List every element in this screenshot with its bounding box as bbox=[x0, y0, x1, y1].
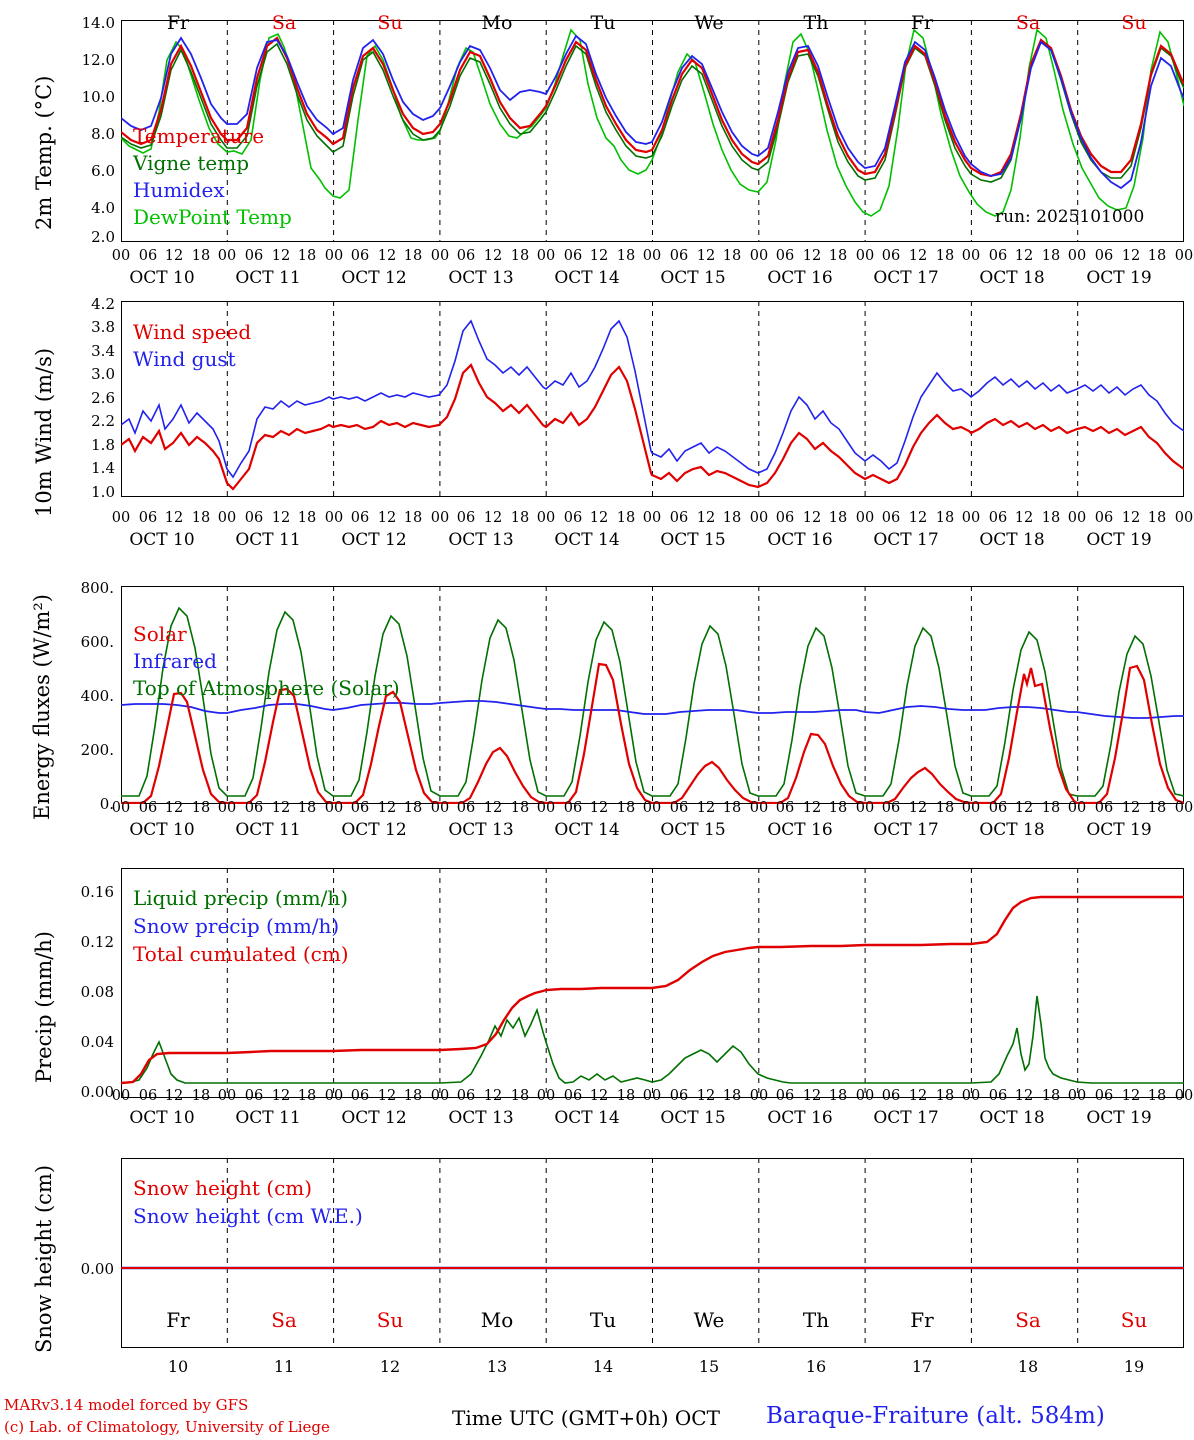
snow-day-label-6: Th bbox=[802, 1308, 830, 1332]
xtick-12: 12 bbox=[908, 800, 928, 816]
xtick-06: 06 bbox=[669, 1088, 689, 1104]
xtick-12: 12 bbox=[271, 248, 291, 264]
xtick-18: 18 bbox=[722, 800, 742, 816]
snow-day-label-8: Sa bbox=[1015, 1308, 1041, 1332]
snow-day-label-2: Su bbox=[376, 1308, 404, 1332]
xaxis-title: Time UTC (GMT+0h) OCT bbox=[452, 1406, 720, 1430]
day-label-1: Sa bbox=[271, 12, 297, 34]
xtick-12: 12 bbox=[1014, 1088, 1034, 1104]
xtick-12: 12 bbox=[271, 800, 291, 816]
xtick-06: 06 bbox=[456, 510, 476, 526]
xtick-06: 06 bbox=[881, 248, 901, 264]
day-label-8: Sa bbox=[1015, 12, 1041, 34]
xtick-06: 06 bbox=[881, 1088, 901, 1104]
xtick-12: 12 bbox=[589, 510, 609, 526]
xdate-oct-17: OCT 17 bbox=[873, 530, 939, 550]
ytick-wind-1.4: 1.4 bbox=[91, 459, 115, 477]
ytick-temp-6: 6.0 bbox=[91, 162, 115, 180]
xtick-12: 12 bbox=[377, 248, 397, 264]
xtick-00: 00 bbox=[111, 800, 131, 816]
xtick-06: 06 bbox=[244, 248, 264, 264]
xdate-oct-10: OCT 10 bbox=[129, 1108, 195, 1128]
xtick-06: 06 bbox=[775, 510, 795, 526]
xtick-12: 12 bbox=[1014, 248, 1034, 264]
legend-wind-speed: Wind speed bbox=[133, 320, 252, 344]
xtick-18: 18 bbox=[616, 800, 636, 816]
xtick-00: 00 bbox=[430, 248, 450, 264]
ytick-wind-4.2: 4.2 bbox=[91, 295, 115, 313]
xtick-12: 12 bbox=[377, 510, 397, 526]
legend-snow-precip: Snow precip (mm/h) bbox=[133, 914, 340, 938]
ytick-temp-10: 10.0 bbox=[81, 88, 115, 106]
xdate-oct-19: OCT 19 bbox=[1086, 820, 1152, 840]
xtick-06: 06 bbox=[775, 1088, 795, 1104]
xtick-18: 18 bbox=[1147, 800, 1167, 816]
xtick-18: 18 bbox=[616, 248, 636, 264]
xtick-12: 12 bbox=[1121, 510, 1141, 526]
axis-label-snow-height: Snow height (cm) bbox=[32, 1164, 56, 1353]
axis-label-wind: 10m Wind (m/s) bbox=[32, 347, 56, 517]
xdate-oct-16: OCT 16 bbox=[767, 1108, 833, 1128]
ytick-wind-2.6: 2.6 bbox=[91, 389, 115, 407]
xdate-oct-13: OCT 13 bbox=[448, 268, 514, 288]
xtick-12: 12 bbox=[164, 510, 184, 526]
xtick-00: 00 bbox=[855, 1088, 875, 1104]
xtick-18: 18 bbox=[297, 1088, 317, 1104]
xtick-12: 12 bbox=[802, 800, 822, 816]
xdate-oct-16: OCT 16 bbox=[767, 268, 833, 288]
xtick-00: 00 bbox=[536, 248, 556, 264]
xdate-oct-10: OCT 10 bbox=[129, 530, 195, 550]
xtick-12: 12 bbox=[908, 248, 928, 264]
xdate-oct-11: OCT 11 bbox=[235, 530, 301, 550]
xtick-12: 12 bbox=[164, 800, 184, 816]
xtick-00: 00 bbox=[855, 248, 875, 264]
ytick-flux-600: 600. bbox=[80, 633, 114, 651]
legend-infrared: Infrared bbox=[133, 649, 217, 673]
xtick-00: 00 bbox=[430, 510, 450, 526]
xtick-06: 06 bbox=[988, 800, 1008, 816]
xtick-18: 18 bbox=[191, 1088, 211, 1104]
xdate-oct-11: OCT 11 bbox=[235, 268, 301, 288]
xtick-00: 00 bbox=[111, 1088, 131, 1104]
xaxis-energy-fluxes bbox=[0, 796, 1194, 842]
xdate-oct-17: OCT 17 bbox=[873, 820, 939, 840]
footer-copyright-line: (c) Lab. of Climatology, University of Liege bbox=[4, 1418, 330, 1436]
xtick-00: 00 bbox=[961, 510, 981, 526]
xtick-18: 18 bbox=[1147, 248, 1167, 264]
xtick-00: 00 bbox=[855, 510, 875, 526]
day-number-15: 15 bbox=[698, 1357, 720, 1376]
xtick-12: 12 bbox=[483, 1088, 503, 1104]
legend-solar: Solar bbox=[133, 622, 187, 646]
xtick-00: 00 bbox=[1067, 800, 1087, 816]
xdate-oct-10: OCT 10 bbox=[129, 820, 195, 840]
xtick-00: 00 bbox=[111, 510, 131, 526]
day-label-7: Fr bbox=[910, 12, 934, 34]
legend-snow-height-we: Snow height (cm W.E.) bbox=[133, 1204, 363, 1228]
xtick-12: 12 bbox=[483, 510, 503, 526]
xtick-00: 00 bbox=[642, 510, 662, 526]
ytick-temp-2: 2.0 bbox=[91, 228, 115, 246]
xtick-00: 00 bbox=[536, 510, 556, 526]
xdate-oct-15: OCT 15 bbox=[660, 268, 726, 288]
xdate-oct-11: OCT 11 bbox=[235, 820, 301, 840]
day-number-14: 14 bbox=[592, 1357, 614, 1376]
ytick-precip-0.08: 0.08 bbox=[80, 983, 114, 1001]
xtick-06: 06 bbox=[138, 1088, 158, 1104]
xtick-06: 06 bbox=[881, 510, 901, 526]
xdate-oct-17: OCT 17 bbox=[873, 268, 939, 288]
xtick-12: 12 bbox=[802, 510, 822, 526]
xtick-06: 06 bbox=[456, 1088, 476, 1104]
xtick-18: 18 bbox=[403, 800, 423, 816]
panel-precip bbox=[0, 858, 1194, 1108]
ytick-snow-0.00: 0.00 bbox=[80, 1260, 114, 1278]
xtick-00: 00 bbox=[217, 1088, 237, 1104]
xdate-oct-12: OCT 12 bbox=[341, 1108, 407, 1128]
xtick-06: 06 bbox=[988, 510, 1008, 526]
xtick-12: 12 bbox=[589, 248, 609, 264]
xtick-18: 18 bbox=[616, 510, 636, 526]
xtick-06: 06 bbox=[350, 510, 370, 526]
day-number-16: 16 bbox=[805, 1357, 827, 1376]
panel-snow-height bbox=[0, 1148, 1194, 1358]
footer-model-line: MARv3.14 model forced by GFS bbox=[4, 1396, 249, 1414]
xdate-oct-14: OCT 14 bbox=[554, 530, 620, 550]
xtick-18: 18 bbox=[510, 1088, 530, 1104]
xtick-12: 12 bbox=[589, 1088, 609, 1104]
legend-vigne-temp: Vigne temp bbox=[133, 151, 250, 175]
xtick-06: 06 bbox=[988, 1088, 1008, 1104]
xtick-18: 18 bbox=[191, 800, 211, 816]
day-label-4: Tu bbox=[590, 12, 616, 34]
xtick-00: 00 bbox=[749, 248, 769, 264]
day-number-10: 10 bbox=[167, 1357, 189, 1376]
xtick-12: 12 bbox=[908, 510, 928, 526]
xtick-00: 00 bbox=[1174, 510, 1194, 526]
xtick-18: 18 bbox=[828, 1088, 848, 1104]
xtick-00: 00 bbox=[324, 1088, 344, 1104]
xtick-00: 00 bbox=[855, 800, 875, 816]
ytick-temp-12: 12.0 bbox=[81, 51, 115, 69]
ytick-precip-0.04: 0.04 bbox=[80, 1033, 114, 1051]
xtick-00: 00 bbox=[642, 1088, 662, 1104]
xtick-18: 18 bbox=[722, 248, 742, 264]
xtick-12: 12 bbox=[696, 510, 716, 526]
xtick-12: 12 bbox=[164, 248, 184, 264]
xtick-18: 18 bbox=[403, 1088, 423, 1104]
xtick-06: 06 bbox=[563, 510, 583, 526]
xtick-00: 00 bbox=[749, 510, 769, 526]
xtick-12: 12 bbox=[802, 248, 822, 264]
xtick-00: 00 bbox=[536, 800, 556, 816]
xdate-oct-15: OCT 15 bbox=[660, 820, 726, 840]
xdate-oct-13: OCT 13 bbox=[448, 530, 514, 550]
snow-day-label-5: We bbox=[693, 1308, 725, 1332]
xtick-06: 06 bbox=[563, 248, 583, 264]
day-number-11: 11 bbox=[273, 1357, 295, 1376]
snow-day-label-9: Su bbox=[1120, 1308, 1148, 1332]
xtick-12: 12 bbox=[1014, 800, 1034, 816]
xtick-06: 06 bbox=[350, 800, 370, 816]
axis-label-precip: Precip (mm/h) bbox=[32, 930, 56, 1083]
legend-top-of-atmosphere: Top of Atmosphere (Solar) bbox=[133, 676, 400, 700]
xtick-12: 12 bbox=[908, 1088, 928, 1104]
xtick-18: 18 bbox=[1041, 510, 1061, 526]
xtick-18: 18 bbox=[1147, 1088, 1167, 1104]
ytick-precip-0.12: 0.12 bbox=[80, 933, 114, 951]
xtick-12: 12 bbox=[696, 1088, 716, 1104]
xtick-00: 00 bbox=[1174, 800, 1194, 816]
legend-humidex: Humidex bbox=[133, 178, 225, 202]
xtick-12: 12 bbox=[483, 248, 503, 264]
legend-total-cumulated: Total cumulated (cm) bbox=[133, 942, 349, 966]
xtick-00: 00 bbox=[749, 1088, 769, 1104]
xtick-18: 18 bbox=[297, 510, 317, 526]
day-label-3: Mo bbox=[481, 12, 513, 34]
xtick-06: 06 bbox=[988, 248, 1008, 264]
legend-temperature: Temperature bbox=[133, 124, 265, 148]
snow-day-label-1: Sa bbox=[271, 1308, 297, 1332]
xtick-00: 00 bbox=[961, 1088, 981, 1104]
xtick-00: 00 bbox=[1174, 1088, 1194, 1104]
xtick-12: 12 bbox=[1121, 248, 1141, 264]
xtick-12: 12 bbox=[377, 800, 397, 816]
ytick-temp-14: 14.0 bbox=[81, 14, 115, 32]
xtick-18: 18 bbox=[191, 248, 211, 264]
xtick-06: 06 bbox=[244, 800, 264, 816]
xdate-oct-13: OCT 13 bbox=[448, 1108, 514, 1128]
xtick-00: 00 bbox=[961, 248, 981, 264]
run-label: run: 2025101000 bbox=[995, 207, 1145, 227]
xdate-oct-12: OCT 12 bbox=[341, 530, 407, 550]
xtick-00: 00 bbox=[217, 510, 237, 526]
xdate-oct-14: OCT 14 bbox=[554, 268, 620, 288]
legend-dewpoint-temp: DewPoint Temp bbox=[133, 205, 292, 229]
xtick-00: 00 bbox=[324, 800, 344, 816]
xaxis-bottom-daynumbers bbox=[0, 1355, 1194, 1395]
xtick-00: 00 bbox=[217, 800, 237, 816]
legend-liquid-precip: Liquid precip (mm/h) bbox=[133, 886, 349, 910]
xtick-12: 12 bbox=[271, 1088, 291, 1104]
xtick-00: 00 bbox=[642, 800, 662, 816]
xtick-00: 00 bbox=[1067, 1088, 1087, 1104]
xdate-oct-18: OCT 18 bbox=[979, 1108, 1045, 1128]
xdate-oct-11: OCT 11 bbox=[235, 1108, 301, 1128]
xtick-06: 06 bbox=[1094, 248, 1114, 264]
panel-energy-fluxes bbox=[0, 570, 1194, 820]
xtick-00: 00 bbox=[111, 248, 131, 264]
day-label-0: Fr bbox=[166, 12, 190, 34]
ytick-wind-3.0: 3.0 bbox=[91, 365, 115, 383]
xtick-06: 06 bbox=[138, 248, 158, 264]
xdate-oct-19: OCT 19 bbox=[1086, 268, 1152, 288]
xtick-12: 12 bbox=[1014, 510, 1034, 526]
snow-day-label-7: Fr bbox=[910, 1308, 934, 1332]
xtick-18: 18 bbox=[828, 248, 848, 264]
xtick-12: 12 bbox=[483, 800, 503, 816]
ytick-flux-200: 200. bbox=[80, 741, 114, 759]
xtick-18: 18 bbox=[935, 800, 955, 816]
xtick-18: 18 bbox=[1041, 248, 1061, 264]
day-label-9: Su bbox=[1121, 12, 1147, 34]
xtick-06: 06 bbox=[244, 510, 264, 526]
day-number-17: 17 bbox=[911, 1357, 933, 1376]
xtick-18: 18 bbox=[935, 248, 955, 264]
day-label-5: We bbox=[694, 12, 724, 34]
xtick-00: 00 bbox=[642, 248, 662, 264]
station-name-label: Baraque-Fraiture (alt. 584m) bbox=[766, 1403, 1105, 1429]
xtick-18: 18 bbox=[510, 510, 530, 526]
xtick-00: 00 bbox=[1067, 248, 1087, 264]
day-number-18: 18 bbox=[1017, 1357, 1039, 1376]
xtick-18: 18 bbox=[297, 800, 317, 816]
day-number-13: 13 bbox=[486, 1357, 508, 1376]
xtick-12: 12 bbox=[802, 1088, 822, 1104]
xtick-12: 12 bbox=[377, 1088, 397, 1104]
xtick-06: 06 bbox=[350, 248, 370, 264]
xtick-06: 06 bbox=[775, 800, 795, 816]
xtick-06: 06 bbox=[1094, 800, 1114, 816]
xtick-06: 06 bbox=[775, 248, 795, 264]
legend-snow-height: Snow height (cm) bbox=[133, 1176, 313, 1200]
xdate-oct-17: OCT 17 bbox=[873, 1108, 939, 1128]
ytick-temp-8: 8.0 bbox=[91, 125, 115, 143]
xtick-06: 06 bbox=[1094, 1088, 1114, 1104]
xdate-oct-13: OCT 13 bbox=[448, 820, 514, 840]
xaxis-precip bbox=[0, 1084, 1194, 1130]
xtick-12: 12 bbox=[1121, 1088, 1141, 1104]
xtick-12: 12 bbox=[164, 1088, 184, 1104]
ytick-wind-3.8: 3.8 bbox=[91, 318, 115, 336]
ytick-precip-0.00: 0.00 bbox=[80, 1083, 114, 1101]
xtick-00: 00 bbox=[430, 800, 450, 816]
xtick-06: 06 bbox=[881, 800, 901, 816]
axis-label-energy-fluxes: Energy fluxes (W/m²) bbox=[30, 594, 54, 820]
panel-wind bbox=[0, 292, 1194, 532]
xtick-00: 00 bbox=[217, 248, 237, 264]
xtick-06: 06 bbox=[456, 800, 476, 816]
xtick-18: 18 bbox=[722, 510, 742, 526]
xtick-06: 06 bbox=[563, 800, 583, 816]
ytick-wind-1.8: 1.8 bbox=[91, 436, 115, 454]
xdate-oct-18: OCT 18 bbox=[979, 530, 1045, 550]
xtick-00: 00 bbox=[430, 1088, 450, 1104]
xtick-06: 06 bbox=[350, 1088, 370, 1104]
xtick-06: 06 bbox=[563, 1088, 583, 1104]
xtick-18: 18 bbox=[828, 800, 848, 816]
xtick-12: 12 bbox=[696, 248, 716, 264]
xdate-oct-12: OCT 12 bbox=[341, 268, 407, 288]
ytick-precip-0.16: 0.16 bbox=[80, 883, 114, 901]
xtick-12: 12 bbox=[589, 800, 609, 816]
xtick-12: 12 bbox=[271, 510, 291, 526]
xtick-06: 06 bbox=[138, 510, 158, 526]
xtick-06: 06 bbox=[1094, 510, 1114, 526]
xdate-oct-10: OCT 10 bbox=[129, 268, 195, 288]
xtick-18: 18 bbox=[297, 248, 317, 264]
snow-day-label-3: Mo bbox=[480, 1308, 514, 1332]
xdate-oct-14: OCT 14 bbox=[554, 1108, 620, 1128]
ytick-wind-3.4: 3.4 bbox=[91, 342, 115, 360]
xtick-18: 18 bbox=[510, 248, 530, 264]
xtick-18: 18 bbox=[722, 1088, 742, 1104]
xtick-18: 18 bbox=[935, 510, 955, 526]
xtick-00: 00 bbox=[1174, 248, 1194, 264]
day-label-2: Su bbox=[377, 12, 403, 34]
xtick-00: 00 bbox=[324, 510, 344, 526]
xtick-00: 00 bbox=[749, 800, 769, 816]
xaxis-temperature bbox=[0, 244, 1194, 290]
xtick-06: 06 bbox=[244, 1088, 264, 1104]
xdate-oct-16: OCT 16 bbox=[767, 530, 833, 550]
snow-day-label-4: Tu bbox=[589, 1308, 617, 1332]
xtick-18: 18 bbox=[1147, 510, 1167, 526]
xaxis-wind bbox=[0, 506, 1194, 552]
xtick-18: 18 bbox=[403, 248, 423, 264]
ytick-flux-400: 400. bbox=[80, 687, 114, 705]
xdate-oct-14: OCT 14 bbox=[554, 820, 620, 840]
xdate-oct-15: OCT 15 bbox=[660, 1108, 726, 1128]
xdate-oct-19: OCT 19 bbox=[1086, 1108, 1152, 1128]
day-label-6: Th bbox=[803, 12, 829, 34]
xtick-06: 06 bbox=[669, 248, 689, 264]
xtick-18: 18 bbox=[403, 510, 423, 526]
xtick-18: 18 bbox=[828, 510, 848, 526]
axis-label-temperature: 2m Temp. (°C) bbox=[32, 75, 56, 230]
xdate-oct-18: OCT 18 bbox=[979, 268, 1045, 288]
ytick-flux-0: 0. bbox=[99, 795, 114, 813]
xtick-18: 18 bbox=[510, 800, 530, 816]
xdate-oct-12: OCT 12 bbox=[341, 820, 407, 840]
xtick-18: 18 bbox=[191, 510, 211, 526]
xtick-00: 00 bbox=[324, 248, 344, 264]
snow-day-label-0: Fr bbox=[166, 1308, 190, 1332]
xdate-oct-15: OCT 15 bbox=[660, 530, 726, 550]
xtick-00: 00 bbox=[961, 800, 981, 816]
xtick-06: 06 bbox=[456, 248, 476, 264]
xtick-06: 06 bbox=[669, 800, 689, 816]
xtick-18: 18 bbox=[935, 1088, 955, 1104]
xtick-18: 18 bbox=[616, 1088, 636, 1104]
ytick-wind-1.0: 1.0 bbox=[91, 483, 115, 501]
day-number-19: 19 bbox=[1123, 1357, 1145, 1376]
xdate-oct-18: OCT 18 bbox=[979, 820, 1045, 840]
day-number-12: 12 bbox=[379, 1357, 401, 1376]
xdate-oct-19: OCT 19 bbox=[1086, 530, 1152, 550]
xdate-oct-16: OCT 16 bbox=[767, 820, 833, 840]
ytick-flux-800: 800. bbox=[80, 579, 114, 597]
xtick-06: 06 bbox=[669, 510, 689, 526]
xtick-12: 12 bbox=[696, 800, 716, 816]
xtick-18: 18 bbox=[1041, 1088, 1061, 1104]
xtick-12: 12 bbox=[1121, 800, 1141, 816]
xtick-00: 00 bbox=[536, 1088, 556, 1104]
legend-wind-gust: Wind gust bbox=[133, 347, 236, 371]
ytick-wind-2.2: 2.2 bbox=[91, 412, 115, 430]
xtick-18: 18 bbox=[1041, 800, 1061, 816]
xtick-00: 00 bbox=[1067, 510, 1087, 526]
ytick-temp-4: 4.0 bbox=[91, 199, 115, 217]
wind-plot bbox=[121, 301, 1184, 497]
xtick-06: 06 bbox=[138, 800, 158, 816]
